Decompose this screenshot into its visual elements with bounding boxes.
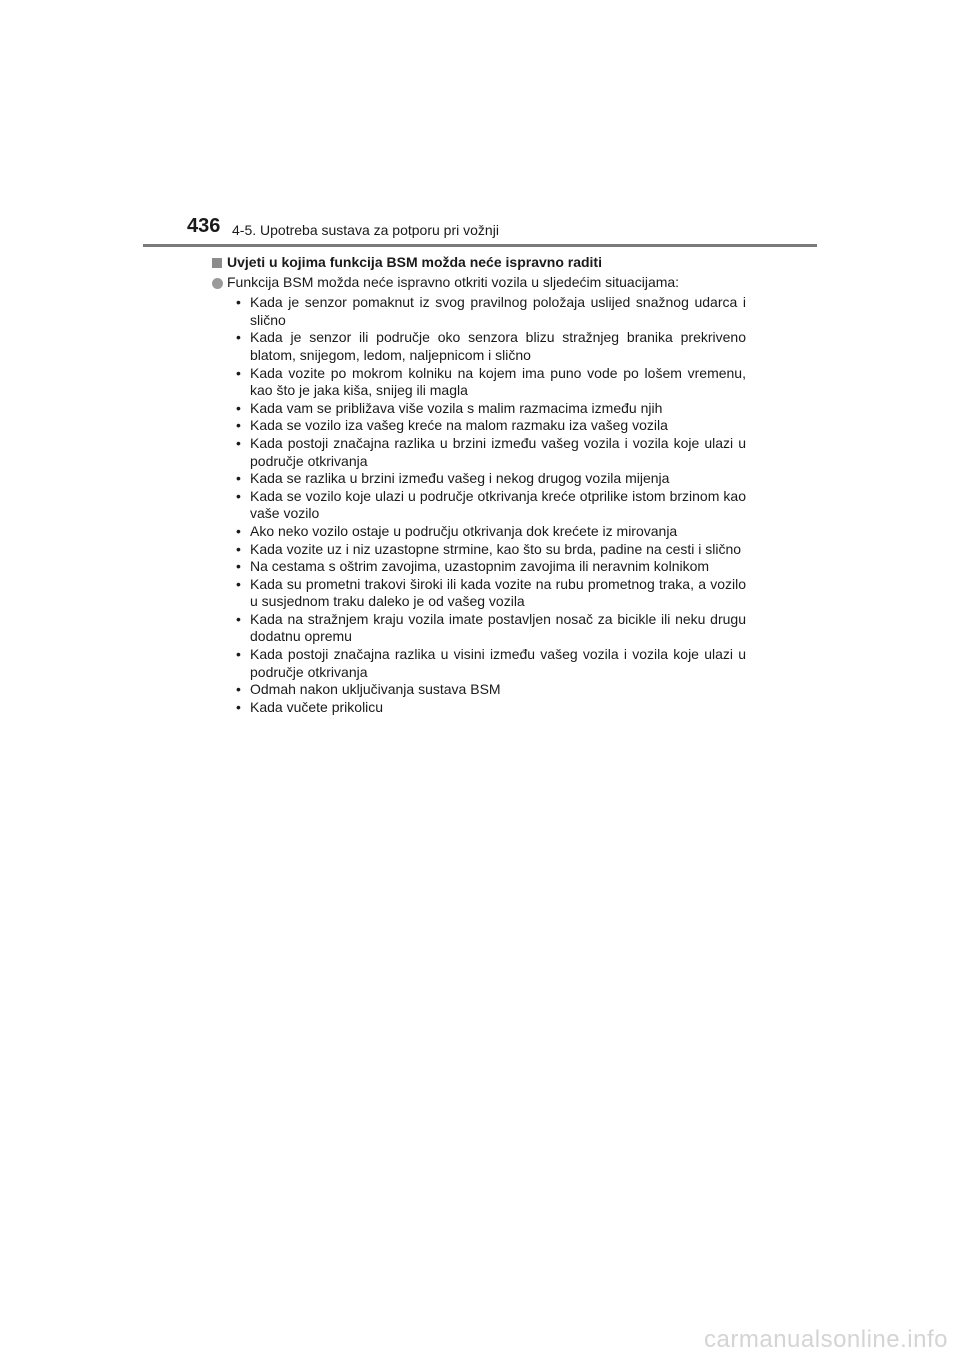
- list-item-text: Kada postoji značajna razlika u visini između vašeg vozila i vozila koje ulazi u područje otkrivanja: [250, 646, 746, 680]
- list-item-text: Kada se vozilo koje ulazi u područje otkrivanja kreće otprilike istom brzinom kao vaše vozilo: [250, 487, 746, 522]
- square-bullet-icon: [212, 258, 222, 268]
- dot-bullet-icon: •: [236, 470, 241, 487]
- list-item: [236, 523, 746, 541]
- dot-bullet-icon: •: [236, 522, 241, 539]
- dot-bullet-icon: •: [236, 540, 241, 557]
- list-item: [236, 488, 746, 523]
- list-item: [236, 558, 746, 576]
- list-item: [236, 541, 746, 559]
- list-item: [236, 400, 746, 418]
- list-item: [236, 329, 746, 364]
- list-item: [236, 611, 746, 646]
- dot-bullet-icon: •: [236, 487, 241, 504]
- list-item-text: Kada na stražnjem kraju vozila imate postavljen nosač za bicikle ili neku drugu dodatnu opremu: [250, 610, 746, 645]
- section-heading: [212, 254, 746, 272]
- intro-paragraph: [212, 274, 746, 292]
- dot-bullet-icon: •: [236, 698, 241, 715]
- section-heading-text: Uvjeti u kojima funkcija BSM možda neće ispravno raditi: [227, 254, 602, 270]
- dot-bullet-icon: •: [236, 575, 241, 592]
- list-item-text: Ako neko vozilo ostaje u području otkrivanja dok krećete iz mirovanja: [250, 522, 678, 539]
- list-item-text: Kada postoji značajna razlika u brzini između vašeg vozila i vozila koje ulazi u područje otkrivanja: [250, 434, 746, 469]
- circle-bullet-icon: [212, 278, 223, 289]
- list-item-text: Kada je senzor pomaknut iz svog pravilnog položaja uslijed snažnog udarca i slično: [250, 294, 746, 328]
- list-item: [236, 576, 746, 611]
- dot-bullet-icon: •: [236, 434, 241, 451]
- header-divider: [143, 244, 817, 247]
- list-item-text: Kada je senzor ili područje oko senzora blizu stražnjeg branika prekriveno blatom, snijegom, ledom, naljepnicom i slično: [250, 329, 746, 363]
- dot-bullet-icon: •: [236, 364, 241, 381]
- dot-bullet-icon: •: [236, 329, 241, 346]
- list-item-text: Na cestama s oštrim zavojima, uzastopnim zavojima ili neravnim kolnikom: [250, 558, 710, 575]
- main-content: [212, 254, 746, 716]
- list-item: [236, 435, 746, 470]
- dot-bullet-icon: •: [236, 610, 241, 627]
- dot-bullet-icon: •: [236, 417, 241, 434]
- list-item-text: Kada vučete prikolicu: [250, 698, 384, 715]
- dot-bullet-icon: •: [236, 681, 241, 698]
- list-item-text: Odmah nakon uključivanja sustava BSM: [250, 681, 501, 698]
- list-item: [236, 365, 746, 400]
- list-item-text: Kada su prometni trakovi široki ili kada vozite na rubu prometnog traka, a vozilo u susjednom traku daleko je od vašeg vozila: [250, 575, 746, 610]
- list-item-text: Kada vam se približava više vozila s malim razmacima između njih: [250, 399, 663, 416]
- situations-list: [212, 294, 746, 716]
- list-item: [236, 294, 746, 329]
- dot-bullet-icon: •: [236, 399, 241, 416]
- list-item: [236, 699, 746, 717]
- list-item: [236, 417, 746, 435]
- dot-bullet-icon: •: [236, 294, 241, 311]
- dot-bullet-icon: •: [236, 646, 241, 663]
- list-item: [236, 470, 746, 488]
- list-item-text: Kada vozite po mokrom kolniku na kojem ima puno vode po lošem vremenu, kao što je jaka kiša, snijeg ili magla: [250, 364, 746, 399]
- list-item: [236, 646, 746, 681]
- site-watermark: carmanualsonline.info: [704, 1326, 948, 1353]
- list-item-text: Kada se razlika u brzini između vašeg i nekog drugog vozila mijenja: [250, 470, 670, 487]
- dot-bullet-icon: •: [236, 558, 241, 575]
- list-item-text: Kada vozite uz i niz uzastopne strmine, kao što su brda, padine na cesti i slično: [250, 540, 742, 557]
- intro-text: Funkcija BSM možda neće ispravno otkriti vozila u sljedećim situacijama:: [227, 273, 680, 290]
- page-number: 436: [187, 215, 221, 237]
- chapter-title: 4-5. Upotreba sustava za potporu pri vožnji: [232, 222, 499, 238]
- list-item-text: Kada se vozilo iza vašeg kreće na malom razmaku iza vašeg vozila: [250, 417, 668, 434]
- list-item: [236, 681, 746, 699]
